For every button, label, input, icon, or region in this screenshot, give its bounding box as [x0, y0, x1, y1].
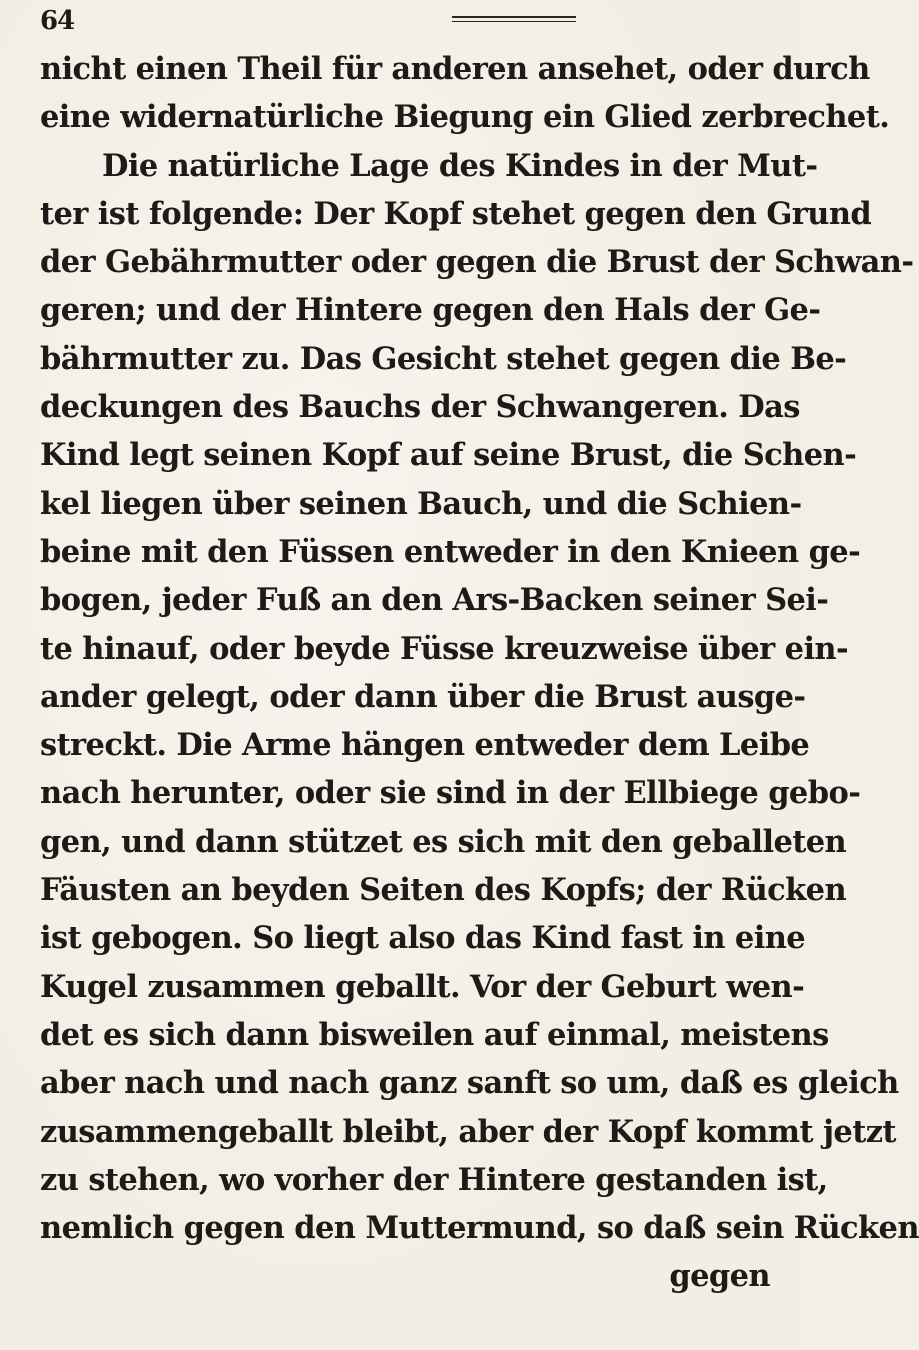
text-line: Kugel zusammen geballt. Vor der Geburt wen-: [40, 968, 805, 1005]
text-line: ist gebogen. So liegt also das Kind fast in eine: [40, 920, 806, 957]
text-line: eine widernatürliche Biegung ein Glied zerbrechet.: [40, 99, 890, 136]
text-line: geren; und der Hintere gegen den Hals der Ge-: [40, 292, 821, 329]
text-line: Kind legt seinen Kopf auf seine Brust, die Schen-: [40, 437, 857, 474]
text-line: nach herunter, oder sie sind in der Ellbiege gebo-: [40, 775, 861, 812]
text-line: ander gelegt, oder dann über die Brust ausge-: [40, 678, 806, 715]
text-line: nicht einen Theil für anderen ansehet, oder durch: [40, 51, 870, 87]
text-line: te hinauf, oder beyde Füsse kreuzweise über ein-: [40, 630, 849, 667]
text-line: zu stehen, wo vorher der Hintere gestanden ist,: [40, 1161, 828, 1198]
text-line: deckungen des Bauchs der Schwangeren. Das: [40, 389, 800, 426]
text-line: bogen, jeder Fuß an den Ars-Backen seiner Sei-: [40, 582, 829, 619]
text-line: beine mit den Füssen entweder in den Knieen ge-: [40, 533, 861, 570]
text-line: bährmutter zu. Das Gesicht stehet gegen die Be-: [40, 340, 847, 377]
body-text: [40, 45, 919, 1301]
text-line: der Gebährmutter oder gegen die Brust der Schwan-: [40, 244, 914, 281]
text-line: kel liegen über seinen Bauch, und die Schien-: [40, 485, 802, 522]
header-rule: [452, 16, 576, 22]
text-line: streckt. Die Arme hängen entweder dem Leibe: [40, 727, 810, 764]
text-line: ter ist folgende: Der Kopf stehet gegen den Grund: [40, 195, 872, 232]
text-line: gen, und dann stützet es sich mit den geballeten: [40, 823, 847, 860]
page-number: 64: [40, 6, 75, 36]
text-line: nemlich gegen den Muttermund, so daß sein Rücken: [40, 1210, 919, 1247]
catchword: gegen: [669, 1258, 770, 1295]
text-line: Fäusten an beyden Seiten des Kopfs; der Rücken: [40, 872, 847, 909]
text-line: zusammengeballt bleibt, aber der Kopf kommt jetzt: [40, 1113, 896, 1150]
text-line: det es sich dann bisweilen auf einmal, meistens: [40, 1016, 829, 1053]
text-line: Die natürliche Lage des Kindes in der Mut-: [102, 147, 818, 184]
text-line: aber nach und nach ganz sanft so um, daß es gleich: [40, 1065, 899, 1102]
